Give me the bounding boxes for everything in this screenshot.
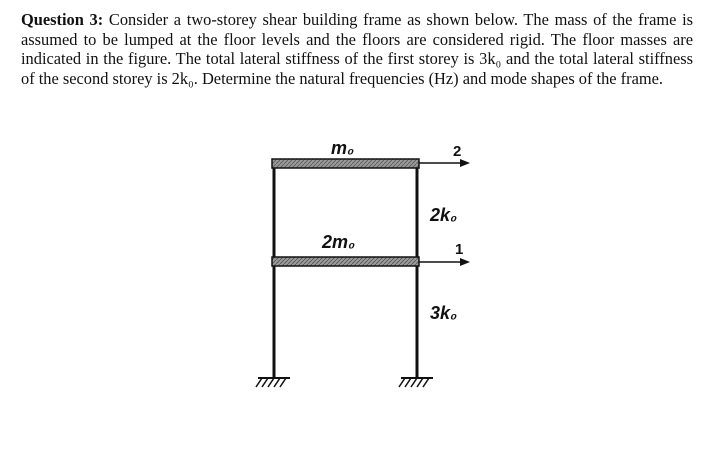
dof-2-arrow (419, 159, 470, 167)
dof-1-label: 1 (455, 241, 464, 258)
right-fixed-support (399, 378, 433, 387)
top-floor-slab (272, 159, 419, 168)
question-body: Consider a two-storey shear building frame as shown below. The mass of the frame is assumed to be lumped at the floor levels and the floors are considered rigid. The floor masses are indicated in the figure. The total lateral stiffness of the first storey is 3k₀ and the total lateral stiffness of the second storey is 2k₀. Determine the natural frequencies (Hz) and mode shapes of the frame. (21, 10, 693, 88)
dof-1-arrow (419, 258, 470, 266)
first-storey-stiffness-label: 3k₀ (430, 303, 458, 323)
top-mass-label: m₀ (331, 138, 355, 158)
bottom-mass-label: 2m₀ (322, 232, 356, 252)
dof-2-label: 2 (453, 143, 462, 160)
question-label: Question 3: (21, 10, 104, 29)
left-fixed-support (256, 378, 290, 387)
bottom-floor-slab (272, 257, 419, 266)
second-storey-stiffness-label: 2k₀ (430, 205, 458, 225)
